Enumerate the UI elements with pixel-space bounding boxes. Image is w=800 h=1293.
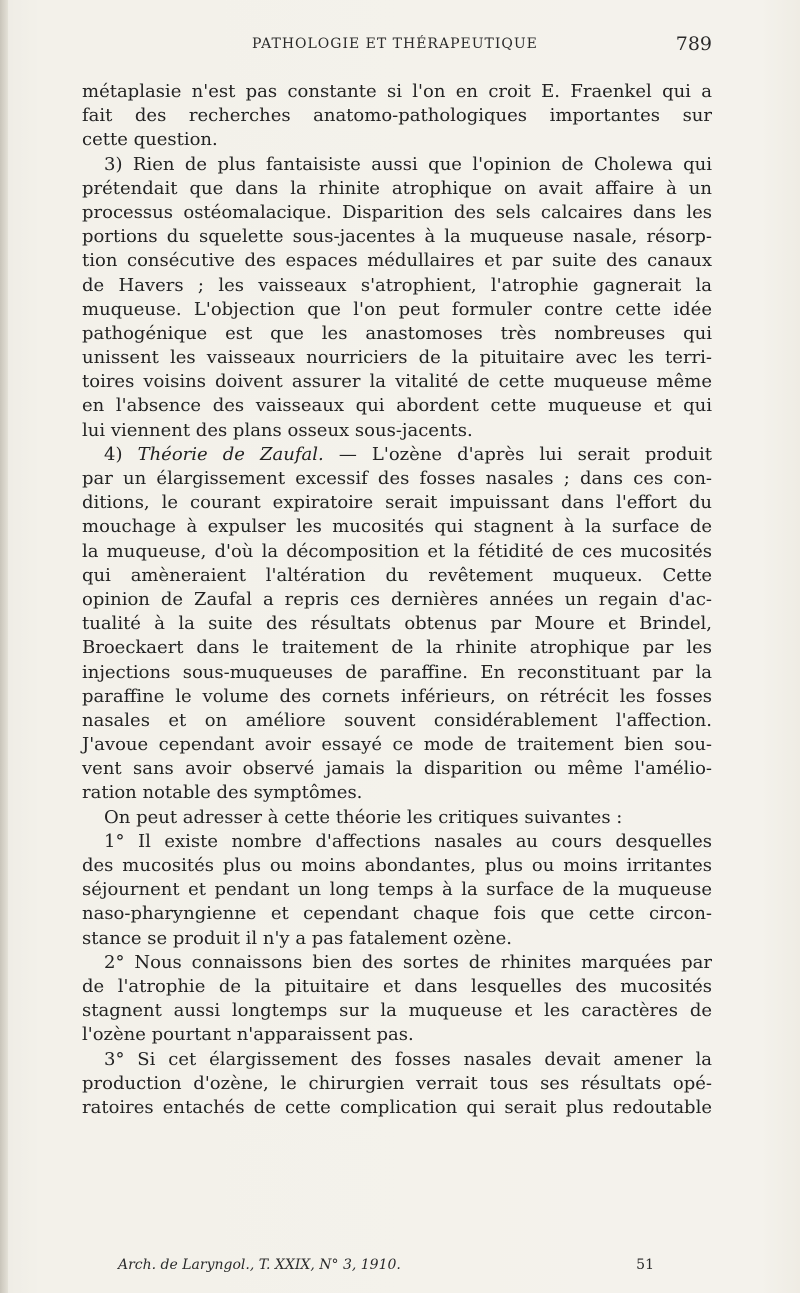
text-line: tualité à la suite des résultats obtenus par Moure et Brindel, [82,613,712,635]
text-line: 2° Nous connaissons bien des sortes de rhinites marquées par [104,951,712,973]
text-line: injections sous-muqueuses de paraffine. En reconstituant par la [82,661,712,683]
running-head-title: PATHOLOGIE ET THÉRAPEUTIQUE [252,36,538,52]
text-line: naso-pharyngienne et cependant chaque fois que cette circon- [82,903,712,925]
text-line: lui viennent des plans osseux sous-jacents. [82,419,473,441]
sheet-number: 51 [636,1257,654,1273]
body-text [82,80,712,1120]
running-head [82,33,712,59]
text-line: séjournent et pendant un long temps à la surface de la muqueuse [82,879,712,901]
text-line: 3) Rien de plus fantaisiste aussi que l'opinion de Cholewa qui [104,153,712,175]
text-line: production d'ozène, le chirurgien verrait tous ses résultats opé- [82,1072,712,1094]
text-line: 1° Il existe nombre d'affections nasales au cours desquelles [104,830,712,852]
text-line: pathogénique est que les anastomoses très nombreuses qui [82,322,712,344]
text-line: 3° Si cet élargissement des fosses nasales devait amener la [104,1048,712,1070]
text-line: mouchage à expulser les mucosités qui stagnent à la surface de [82,516,712,538]
text-line: de Havers ; les vaisseaux s'atrophient, l'atrophie gagnerait la [82,274,712,296]
text-line: qui amèneraient l'altération du revêtement muqueux. Cette [82,564,712,586]
text-line: On peut adresser à cette théorie les critiques suivantes : [104,806,623,828]
text-line: ratoires entachés de cette complication qui serait plus redoutable [82,1096,712,1118]
page-binding-edge [0,0,8,1293]
text-line: J'avoue cependant avoir essayé ce mode de traitement bien sou- [82,734,712,756]
section-text: — L'ozène d'après lui serait produit [338,443,712,465]
text-line: ditions, le courant expiratoire serait impuissant dans l'effort du [82,492,712,514]
text-line: par un élargissement excessif des fosses nasales ; dans ces con- [82,468,712,489]
text-line: paraffine le volume des cornets inférieurs, on rétrécit les fosses [82,685,712,707]
text-line: de l'atrophie de la pituitaire et dans lesquelles des mucosités [82,975,712,997]
text-line: l'ozène pourtant n'apparaissent pas. [82,1024,414,1046]
text-line: Broeckaert dans le traitement de la rhinite atrophique par les [82,637,712,659]
text-line: opinion de Zaufal a repris ces dernières années un regain d'ac- [82,588,712,610]
page-number: 789 [675,33,712,55]
text-line: processus ostéomalacique. Disparition des sels calcaires dans les [82,201,712,223]
section-heading-line [82,443,712,467]
text-line: unissent les vaisseaux nourriciers de la pituitaire avec les terri- [82,347,712,369]
section-number: 4) [104,443,123,465]
text-line: la muqueuse, d'où la décomposition et la fétidité de ces mucosités [82,540,712,562]
text-line: en l'absence des vaisseaux qui abordent cette muqueuse et qui [82,395,712,417]
text-line: stagnent aussi longtemps sur la muqueuse et les caractères de [82,1000,712,1022]
text-line: stance se produit il n'y a pas fatalement ozène. [82,927,512,949]
text-line: nasales et on améliore souvent considérablement l'affection. [82,709,712,731]
text-line: métaplasie n'est pas constante si l'on en croit E. Fraenkel qui a [82,81,712,102]
text-line: cette question. [82,129,218,151]
page-footer [82,1257,712,1277]
text-line: portions du squelette sous-jacentes à la muqueuse nasale, résorp- [82,226,712,248]
text-line: prétendait que dans la rhinite atrophique on avait affaire à un [82,177,712,199]
text-line: fait des recherches anatomo-pathologiques importantes sur [82,105,712,127]
text-line: ration notable des symptômes. [82,782,363,804]
text-line: des mucosités plus ou moins abondantes, plus ou moins irritantes [82,855,712,876]
text-line: toires voisins doivent assurer la vitalité de cette muqueuse même [82,371,712,393]
journal-citation: Arch. de Laryngol., T. XXIX, N° 3, 1910. [118,1257,401,1273]
text-line: muqueuse. L'objection que l'on peut formuler contre cette idée [82,298,712,320]
text-line: tion consécutive des espaces médullaires et par suite des canaux [82,250,712,272]
section-title: Théorie de Zaufal. [137,443,324,465]
text-line: vent sans avoir observé jamais la disparition ou même l'amélio- [82,758,712,780]
